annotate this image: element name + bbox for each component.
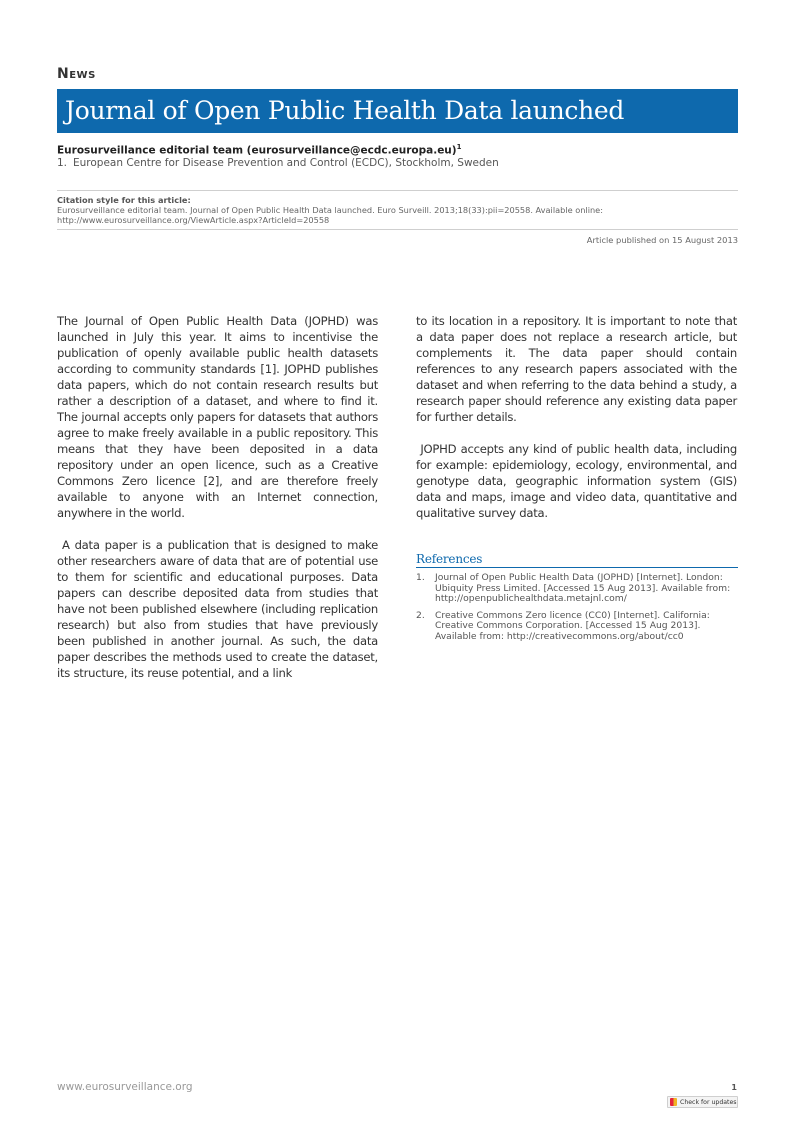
author-affiliation-marker: 1 [456, 143, 462, 151]
references-list [416, 573, 738, 648]
body-column-right [416, 313, 737, 537]
references-heading: References [416, 552, 738, 568]
citation-block [57, 195, 738, 225]
affiliation-text: European Centre for Disease Prevention and Control (ECDC), Stockholm, Sweden [73, 157, 499, 169]
reference-number: 2. [416, 609, 425, 621]
title-bar [57, 89, 738, 133]
divider-top [57, 190, 738, 191]
body-paragraph: A data paper is a publication that is designed to make other researchers aware of data that are of potential use to them for scientific and educational purposes. Data papers can describe deposited data from studies that have not been published elsewhere (including replication research) but also from studies that have previously been published in another journal. As such, the data paper describes the methods used to create the dataset, its structure, its reuse potential, and a link [57, 538, 378, 680]
check-for-updates-label: Check for updates [680, 1098, 737, 1106]
divider-bottom [57, 229, 738, 230]
reference-text: Creative Commons Zero licence (CC0) [Internet]. California: Creative Commons Corporation. [Accessed 15 Aug 2013]. Available from: http://creativecommons.org/about/cc0 [435, 609, 710, 642]
footer-url[interactable]: www.eurosurveillance.org [57, 1081, 193, 1093]
crossmark-icon [670, 1098, 677, 1106]
reference-text: Journal of Open Public Health Data (JOPHD) [Internet]. London: Ubiquity Press Limited. [Accessed 15 Aug 2013]. Available from: http://openpublichealthdata.metajnl.com/ [435, 572, 731, 604]
body-column-left [57, 313, 378, 697]
citation-text: Eurosurveillance editorial team. Journal of Open Public Health Data launched. Euro Surveill. 2013;18(33):pii=20558. Available online: http://www.eurosurveillance.org/ViewArticle.aspx?ArticleId=20558 [57, 205, 603, 225]
check-for-updates-button[interactable] [667, 1096, 738, 1108]
reference-number: 1. [416, 572, 425, 583]
article-title: Journal of Open Public Health Data launched [65, 96, 625, 125]
body-paragraph: to its location in a repository. It is important to note that a data paper does not replace a research article, but complements it. The data paper should contain references to any research papers associated with the dataset and when referring to the data behind a study, a research paper should reference any existing data paper for further details. [416, 314, 737, 424]
affiliation-line [57, 157, 499, 169]
reference-item [416, 611, 738, 643]
author-name: Eurosurveillance editorial team (eurosurveillance@ecdc.europa.eu) [57, 144, 457, 157]
page-number: 1 [731, 1083, 737, 1092]
citation-label: Citation style for this article: [57, 195, 191, 205]
affiliation-number: 1. [57, 157, 68, 169]
reference-item [416, 573, 738, 605]
body-paragraph: JOPHD accepts any kind of public health data, including for example: epidemiology, ecology, environmental, and genotype data, geographic information system (GIS) data and maps, image and video data, quantitative and qualitative survey data. [416, 442, 737, 520]
author-line [57, 143, 461, 157]
body-paragraph: The Journal of Open Public Health Data (JOPHD) was launched in July this year. It aims to incentivise the publication of openly available public health datasets according to community standards [1]. JOPHD publishes data papers, which do not contain research results but rather a description of a dataset, and where to find it. The journal accepts only papers for datasets that authors agree to make freely available in a public repository. This means that they have been deposited in a data repository under an open licence, such as a Creative Commons Zero licence [2], and are therefore freely available to anyone with an Internet connection, anywhere in the world. [57, 314, 378, 520]
section-label: News [57, 66, 96, 82]
published-date: Article published on 15 August 2013 [586, 235, 738, 245]
